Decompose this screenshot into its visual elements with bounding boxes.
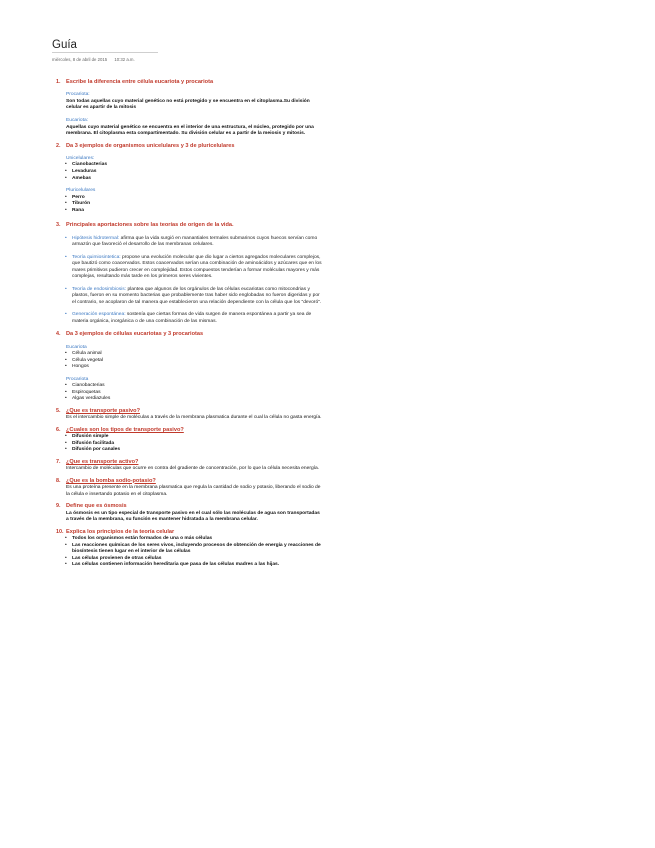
theory-item (66, 255, 322, 281)
list-item: • Las células contienen información hereditaria que pasa de las células madres a las hijas. (66, 562, 322, 569)
theory-item (66, 312, 322, 325)
theory-text: plantea que algunos de los orgánulos de las células eucariotas como mitocondrias y plastos, fueron en su momento bacterias que probablemente tras haber sido englobadas no fueron digeridas y por el contrario, se acoplaron de tal manera que establecieron una relación dependiente con la célula que los "devoró". (72, 286, 322, 305)
answer-list (56, 434, 322, 454)
theory-name: Hipótesis hidrotermal: (72, 235, 120, 241)
theory-name: Generación espontánea: (72, 312, 126, 318)
answer-text: Es el intercambio simple de moléculas a través de la membrana plasmatica durante el cual la célula no gasta energía. (66, 415, 322, 421)
question-10 (56, 529, 322, 569)
section-label: Procariota: (66, 92, 90, 98)
list-item: • Todos los organismos están formados de una o más células (66, 536, 322, 543)
theory-item (66, 287, 322, 307)
example-list (56, 195, 322, 215)
page-time: 10:32 a.m. (114, 57, 135, 62)
question-heading: Da 3 ejemplos de células eucariotas y 3 procariotas (66, 331, 204, 338)
list-item: • Rana (66, 208, 322, 215)
group-label: Unicelulares: (66, 155, 95, 161)
list-item: • Espiroquetas (66, 390, 322, 397)
list-item: • Las reacciones químicas de los seres vivos, incluyendo procesos de obtención de energía y reacciones de biosíntesis tienen lugar en el interior de las células (66, 543, 322, 556)
question-number: 5. (56, 407, 61, 414)
question-number: 9. (56, 503, 61, 510)
list-item: • Cianobacterias (66, 162, 322, 169)
question-2 (56, 143, 322, 215)
question-4 (56, 331, 322, 403)
question-number: 6. (56, 426, 61, 433)
list-item: • Tiburón (66, 201, 322, 208)
question-heading: Da 3 ejemplos de organismos unicelulares y 3 de pluricelulares (66, 142, 235, 149)
list-item: • Cianobacterias (66, 383, 322, 390)
question-6 (56, 427, 322, 454)
question-heading: Define que es ósmosis (66, 503, 127, 510)
example-list (56, 351, 322, 371)
guide-content (56, 79, 322, 574)
list-item: • Perro (66, 195, 322, 202)
question-heading: ¿Que es la bomba sodio-potasio? (66, 477, 156, 484)
question-number: 8. (56, 477, 61, 484)
question-number: 4. (56, 331, 61, 338)
list-item: • Hongos (66, 364, 322, 371)
question-number: 10. (56, 528, 64, 535)
answer-text: Es una proteína presente en la membrana plasmatica que regula la cantidad de sodio y potasio, liberando el sodio de la célula e insertando potasio en el citoplasma. (66, 485, 321, 497)
question-7 (56, 459, 322, 473)
list-item: • Amebas (66, 176, 322, 183)
group-label: Eucariota (66, 344, 87, 350)
list-item: • Algas verdiazules (66, 396, 322, 403)
theory-text: sostenía que ciertas formas de vida surgen de manera espontánea a partir ya sea de materia orgánica, inorgánica o de una combinación de las mismas. (72, 312, 312, 324)
question-5 (56, 408, 322, 422)
question-1 (56, 79, 322, 138)
group-label: Procariota (66, 376, 89, 382)
theory-name: Teoría de endosimbiosis: (72, 286, 127, 292)
question-8 (56, 478, 322, 498)
question-number: 1. (56, 79, 61, 85)
group-label: Pluricelulares (66, 188, 96, 194)
list-item: • Célula animal (66, 351, 322, 358)
question-9 (56, 503, 322, 523)
page-title: Guía (52, 39, 77, 51)
section-label: Eucariota: (66, 117, 89, 123)
section-text: Son todas aquellas cuyo material genético no está protegido y se encuentra en el citoplasma.Su división celular es apartir de la mitosis (66, 98, 310, 111)
question-heading: ¿Que es transporte activo? (66, 458, 139, 465)
page-timestamp (52, 57, 141, 62)
question-number: 3. (56, 222, 61, 229)
example-list (56, 162, 322, 182)
question-heading: Principales aportaciones sobre las teorías de origen de la vida. (66, 222, 234, 229)
list-item: • Difusión facilitada (66, 441, 322, 448)
theory-text: propone una evolución molecular que dio lugar a ciertos agregados moleculares complejos, que bautizó como coacervados. Estos coacervados serían una combinación de aminoácidos y azúcares que en los mares primitivos pudieron crecer en complejidad. Estos compuestos tenderían a formar moléculas mayores y más complejas, resultando más tarde en los primeros seres vivientes. (72, 254, 322, 280)
answer-text: La ósmosis es un tipo especial de transporte pasivo en el cual sólo las moléculas de agua son transportadas a través de la membrana, su función es mantener hidratada a la membrana celular. (66, 510, 320, 523)
title-underline (52, 52, 158, 53)
list-item: • Difusión simple (66, 434, 322, 441)
page-date: miércoles, 8 de abril de 2015 (52, 57, 108, 62)
theory-list (56, 236, 322, 326)
list-item: • Célula vegetal (66, 358, 322, 365)
section-text: Aquellas cuyo material genético se encuentra en el interior de una estructura, el núcleo, protegido por una membrana. El citoplasma esta compartimentado. Su división celular es a partir de la meiosis y mitosis. (66, 124, 314, 137)
question-heading: ¿Que es transporte pasivo? (66, 407, 140, 414)
question-number: 7. (56, 458, 61, 465)
theory-text: afirma que la vida surgió en manantiales termales submarinos cuyos huecos servían como armazón que favoreció el desarrollo de las membranas celulares. (72, 235, 318, 248)
answer-text: Intercambio de moléculas que ocurre en contra del gradiente de concentración, por lo que la célula necesita energía. (66, 466, 320, 472)
answer-list (56, 536, 322, 569)
question-number: 2. (56, 142, 61, 149)
question-heading: Explica los principios de la teoría celular (66, 528, 175, 535)
example-list (56, 383, 322, 403)
question-3 (56, 222, 322, 325)
list-item: • Difusión por canales (66, 447, 322, 454)
question-heading: Escribe la diferencia entre célula eucariota y procariota (66, 79, 214, 85)
list-item: • Las células provienen de otras células (66, 556, 322, 563)
theory-name: Teoría quimiosintetica: (72, 254, 121, 260)
list-item: • Levaduras (66, 169, 322, 176)
question-heading: ¿Cuales son los tipos de transporte pasivo? (66, 426, 184, 433)
theory-item (66, 236, 322, 249)
